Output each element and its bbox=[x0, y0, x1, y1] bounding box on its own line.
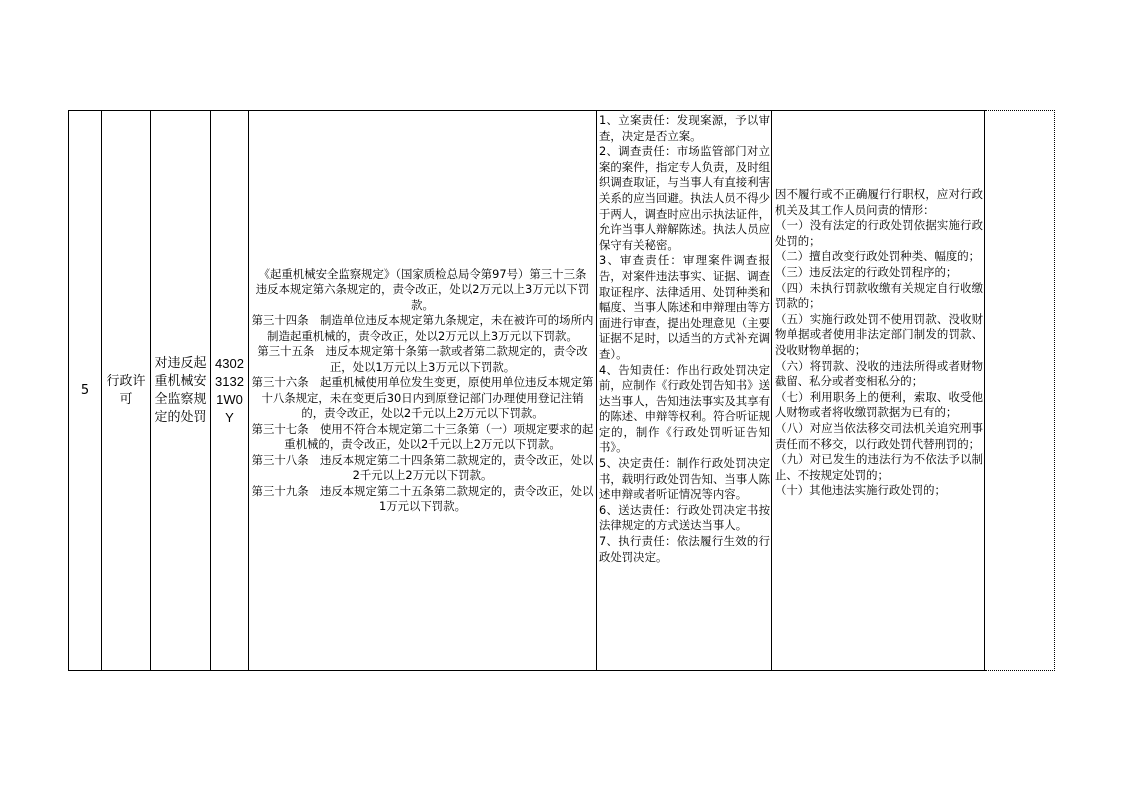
accountability-item: （二）擅自改变行政处罚种类、幅度的； bbox=[775, 249, 981, 264]
responsibility-items bbox=[597, 111, 772, 671]
item-code-line: 3132 bbox=[215, 373, 244, 389]
basis-article: 第三十五条 违反本规定第十条第一款或者第二款规定的，责令改正，处以1万元以上3万元以下罚款。 bbox=[257, 344, 588, 374]
duty-item: 6、送达责任：行政处罚决定书按法律规定的方式送达当事人。 bbox=[599, 502, 770, 533]
accountability-item: （七）利用职务上的便利，索取、收受他人财物或者将收缴罚款据为已有的； bbox=[775, 389, 983, 420]
item-name-text: 对违反起重机械安全监察规定的处罚 bbox=[154, 355, 207, 425]
basis-article: 第三十四条 制造单位违反本规定第九条规定，未在被许可的场所内制造起重机械的，责令改正，处以2万元以上3万元以下罚款。 bbox=[251, 313, 594, 343]
power-type bbox=[102, 111, 151, 671]
duty-item: 5、决定责任：制作行政处罚决定书，载明行政处罚告知、当事人陈述申辩或者听证情况等内容。 bbox=[599, 456, 770, 502]
accountability-item: 因不履行或不正确履行行职权，应对行政机关及其工作人员问责的情形： bbox=[775, 187, 983, 217]
accountability-item: （九）对已发生的违法行为不依法予以制止、不按规定处罚的； bbox=[775, 452, 983, 482]
basis-article: 《起重机械安全监察规定》（国家质检总局令第97号）第三十三条 违反本规定第六条规定的，责令改正，处以2万元以上3万元以下罚款。 bbox=[255, 266, 598, 312]
legal-basis bbox=[249, 111, 597, 671]
power-list-table bbox=[68, 110, 1055, 671]
basis-article: 第三十七条 使用不符合本规定第二十三条第（一）项规定要求的起重机械的，责令改正，处以2千元以上2万元以下罚款。 bbox=[251, 421, 594, 451]
accountability-items bbox=[772, 111, 985, 671]
duty-item: 3、审查责任：审理案件调查报告，对案件违法事实、证据、调查取证程序、法律适用、处罚种类和幅度、当事人陈述和申辩理由等方面进行审查，提出处理意见（主要证据不足时，以适当的方式补充调查）。 bbox=[599, 253, 770, 361]
duty-item: 4、告知责任：作出行政处罚决定前，应制作《行政处罚告知书》送达当事人，告知违法事实及其享有的陈述、申辩等权利。符合听证规定的，制作《行政处罚听证告知书》。 bbox=[599, 362, 770, 455]
item-code bbox=[211, 111, 249, 671]
item-name bbox=[151, 111, 211, 671]
power-type-text: 行政许可 bbox=[106, 373, 146, 407]
item-code-line: 1W0 bbox=[216, 391, 243, 407]
accountability-item: （八）对应当依法移交司法机关追究刑事责任而不移交，以行政处罚代替刑罚的； bbox=[775, 420, 983, 451]
item-code-line: Y bbox=[225, 409, 234, 425]
basis-article: 第三十八条 违反本规定第二十四条第二款规定的，责令改正，处以2千元以上2万元以下罚款。 bbox=[251, 452, 594, 482]
duty-item: 1、立案责任：发现案源，予以审查，决定是否立案。 bbox=[599, 113, 770, 143]
duty-item: 7、执行责任：依法履行生效的行政处罚决定。 bbox=[599, 534, 770, 564]
item-code-line: 4302 bbox=[215, 355, 244, 371]
table-row bbox=[69, 111, 1055, 671]
accountability-item: （四）未执行罚款收缴有关规定自行收缴罚款的； bbox=[775, 280, 983, 311]
basis-article: 第三十六条 起重机械使用单位发生变更，原使用单位违反本规定第十八条规定，未在变更后30日内到原登记部门办理使用登记注销的，责令改正，处以2千元以上2万元以下罚款。 bbox=[251, 375, 594, 420]
accountability-item: （十）其他违法实施行政处罚的； bbox=[775, 483, 946, 498]
accountability-item: （五）实施行政处罚不使用罚款、没收财物单据或者使用非法定部门制发的罚款、没收财物单据的； bbox=[775, 311, 983, 357]
accountability-item: （一）没有法定的行政处罚依据实施行政处罚的； bbox=[775, 218, 983, 248]
row-number: 5 bbox=[69, 111, 102, 671]
accountability-item: （六）将罚款、没收的违法所得或者财物截留、私分或者变相私分的； bbox=[775, 358, 983, 389]
remarks-cell bbox=[985, 111, 1055, 671]
basis-article: 第三十九条 违反本规定第二十五条第二款规定的，责令改正，处以1万元以下罚款。 bbox=[251, 483, 594, 513]
accountability-item: （三）违反法定的行政处罚程序的； bbox=[775, 264, 958, 279]
duty-item: 2、调查责任：市场监管部门对立案的案件，指定专人负责，及时组织调查取证，与当事人有直接利害关系的应当回避。执法人员不得少于两人，调查时应出示执法证件，允许当事人辩解陈述。执法人员应保守有关秘密。 bbox=[599, 144, 770, 252]
